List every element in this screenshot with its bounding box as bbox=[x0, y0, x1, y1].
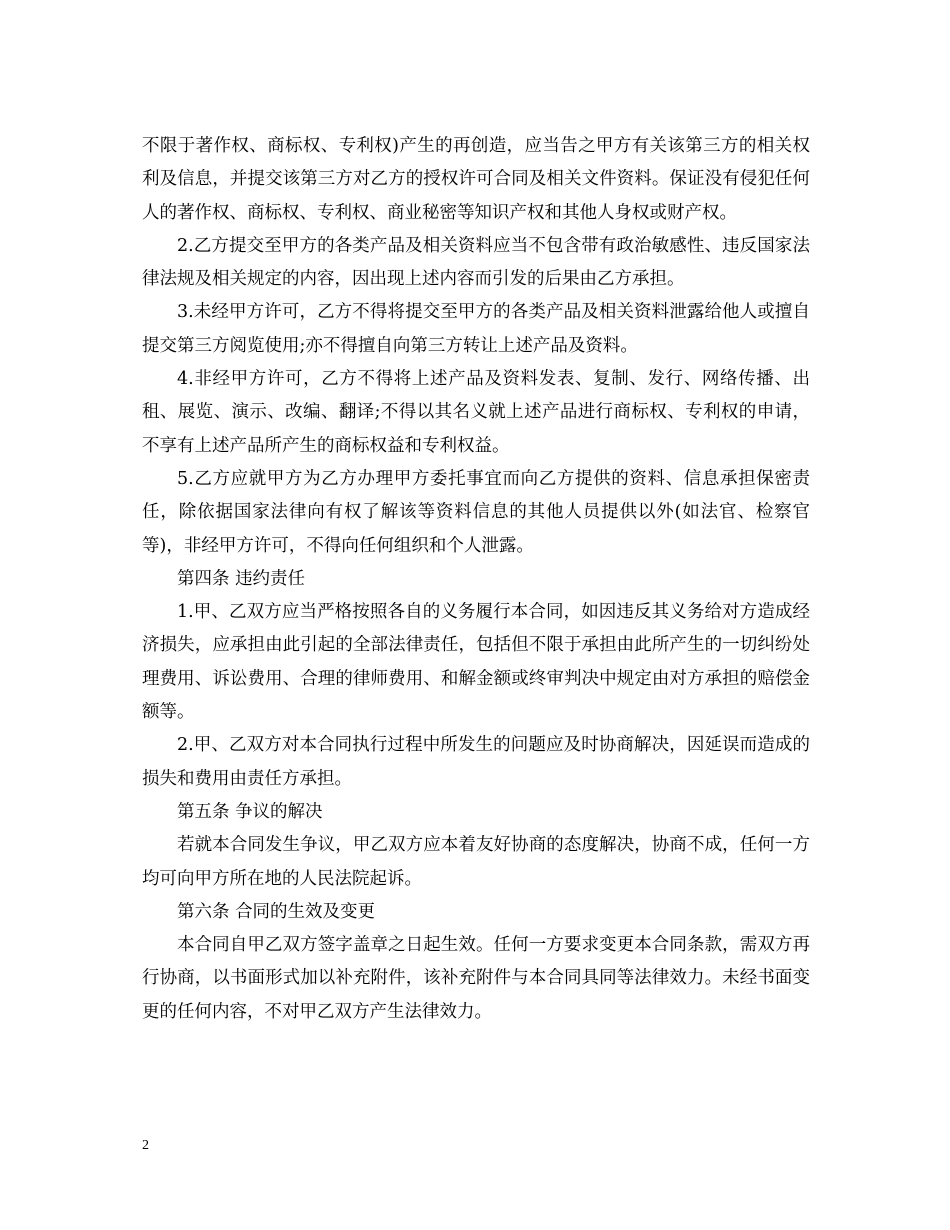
paragraph-clause-3-4: 4.非经甲方许可，乙方不得将上述产品及资料发表、复制、发行、网络传播、出租、展览、演示、改编、翻译;不得以其名义就上述产品进行商标权、专利权的申请，不享有上述产品所产生的商标权益和专利权益。 bbox=[142, 369, 810, 456]
paragraph-clause-4-1: 1.甲、乙双方应当严格按照各自的义务履行本合同，如因违反其义务给对方造成经济损失，应承担由此引起的全部法律责任，包括但不限于承担由此所产生的一切纠纷处理费用、诉讼费用、合理的律师费用、和解金额或终审判决中规定由对方承担的赔偿金额等。 bbox=[142, 602, 810, 723]
page-number: 2 bbox=[142, 1138, 149, 1153]
paragraph-clause-4-2: 2.甲、乙双方对本合同执行过程中所发生的问题应及时协商解决，因延误而造成的损失和费用由责任方承担。 bbox=[142, 735, 810, 789]
paragraph-clause-3-2: 2.乙方提交至甲方的各类产品及相关资料应当不包含带有政治敏感性、违反国家法律法规及相关规定的内容，因出现上述内容而引发的后果由乙方承担。 bbox=[142, 235, 810, 290]
paragraph-clause-3-3: 3.未经甲方许可，乙方不得将提交至甲方的各类产品及相关资料泄露给他人或擅自提交第三方阅览使用;亦不得擅自向第三方转让上述产品及资料。 bbox=[142, 302, 810, 356]
paragraph-clause-3-5: 5.乙方应就甲方为乙方办理甲方委托事宜而向乙方提供的资料、信息承担保密责任，除依据国家法律向有权了解该等资料信息的其他人员提供以外(如法官、检察官等)，非经甲方许可，不得向任何组织和个人泄露。 bbox=[142, 468, 810, 556]
paragraph-clause-3-1-continued: 不限于著作权、商标权、专利权)产生的再创造，应当告之甲方有关该第三方的相关权利及信息，并提交该第三方对乙方的授权许可合同及相关文件资料。保证没有侵犯任何人的著作权、商标权、专利权、商业秘密等知识产权和其他人身权或财产权。 bbox=[142, 136, 810, 223]
article-5-heading: 第五条 争议的解决 bbox=[177, 801, 323, 822]
document-body bbox=[142, 130, 810, 1029]
article-4-heading: 第四条 违约责任 bbox=[177, 568, 306, 589]
paragraph-article-6: 本合同自甲乙双方签字盖章之日起生效。任何一方要求变更本合同条款，需双方再行协商，以书面形式加以补充附件，该补充附件与本合同具同等法律效力。未经书面变更的任何内容，不对甲乙双方产生法律效力。 bbox=[142, 935, 810, 1022]
article-6-heading: 第六条 合同的生效及变更 bbox=[177, 901, 376, 922]
paragraph-article-5: 若就本合同发生争议，甲乙双方应本着友好协商的态度解决，协商不成，任何一方均可向甲方所在地的人民法院起诉。 bbox=[142, 835, 810, 889]
